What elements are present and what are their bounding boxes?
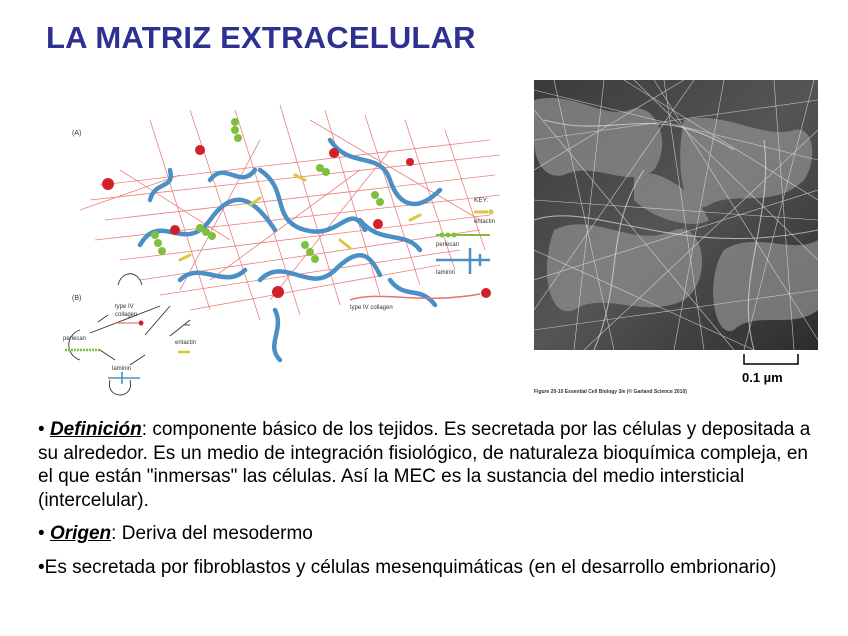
node-laminin-glyph — [108, 372, 140, 384]
electron-micrograph — [534, 80, 818, 350]
basal-lamina-diagram — [60, 80, 520, 410]
slide-title: LA MATRIZ EXTRACELULAR — [46, 20, 476, 55]
definition-text: : componente básico de los tejidos. Es secretada por las células y depositada a su alrededor. Es un medio de integración fisiológico, de naturaleza bioquímica compleja, en el que están "inmersas" las células. Así la MEC es la sustancia del medio intersticial (intercelular). — [38, 419, 811, 511]
panel-a-label: (A) — [72, 130, 82, 137]
bullet-marker: • — [38, 523, 50, 544]
svg-text:entactin: entactin — [474, 219, 496, 225]
laminin-chains — [140, 140, 440, 360]
interaction-network — [69, 274, 190, 395]
term-definicion: Definición — [49, 419, 142, 440]
svg-text:laminin: laminin — [436, 270, 456, 276]
bullet-secretion: •Es secretada por fibroblastos y células mesenquimáticas (en el desarrollo embrionario) — [38, 556, 777, 578]
node-type-iv-line1: type IV — [115, 304, 134, 310]
scale-bar-label: 0.1 µm — [742, 370, 783, 385]
node-perlecan: perlecan — [63, 336, 87, 342]
svg-text:type IV collagen: type IV collagen — [350, 305, 393, 311]
node-laminin: laminin — [112, 366, 132, 372]
origen-text: : Deriva del mesodermo — [111, 523, 313, 544]
node-type-iv-line2: collagen — [115, 312, 138, 318]
panel-b-label: (B) — [72, 295, 82, 302]
figure-caption: Figure 20-10 Essential Cell Biology 3/e (© Garland Science 2010) — [534, 389, 687, 395]
bullet-origen — [38, 522, 828, 546]
bullet-marker: • — [38, 419, 50, 440]
key-type-iv-collagen — [350, 288, 491, 311]
node-entactin: entactin — [175, 340, 197, 346]
bullet-list — [38, 418, 828, 589]
key-title: KEY: — [474, 197, 489, 204]
key-entactin — [474, 210, 495, 226]
collagen-mesh — [80, 105, 500, 320]
term-origen: Origen — [49, 523, 112, 544]
svg-text:perlecan: perlecan — [436, 242, 460, 248]
bullet-definition — [38, 418, 828, 512]
